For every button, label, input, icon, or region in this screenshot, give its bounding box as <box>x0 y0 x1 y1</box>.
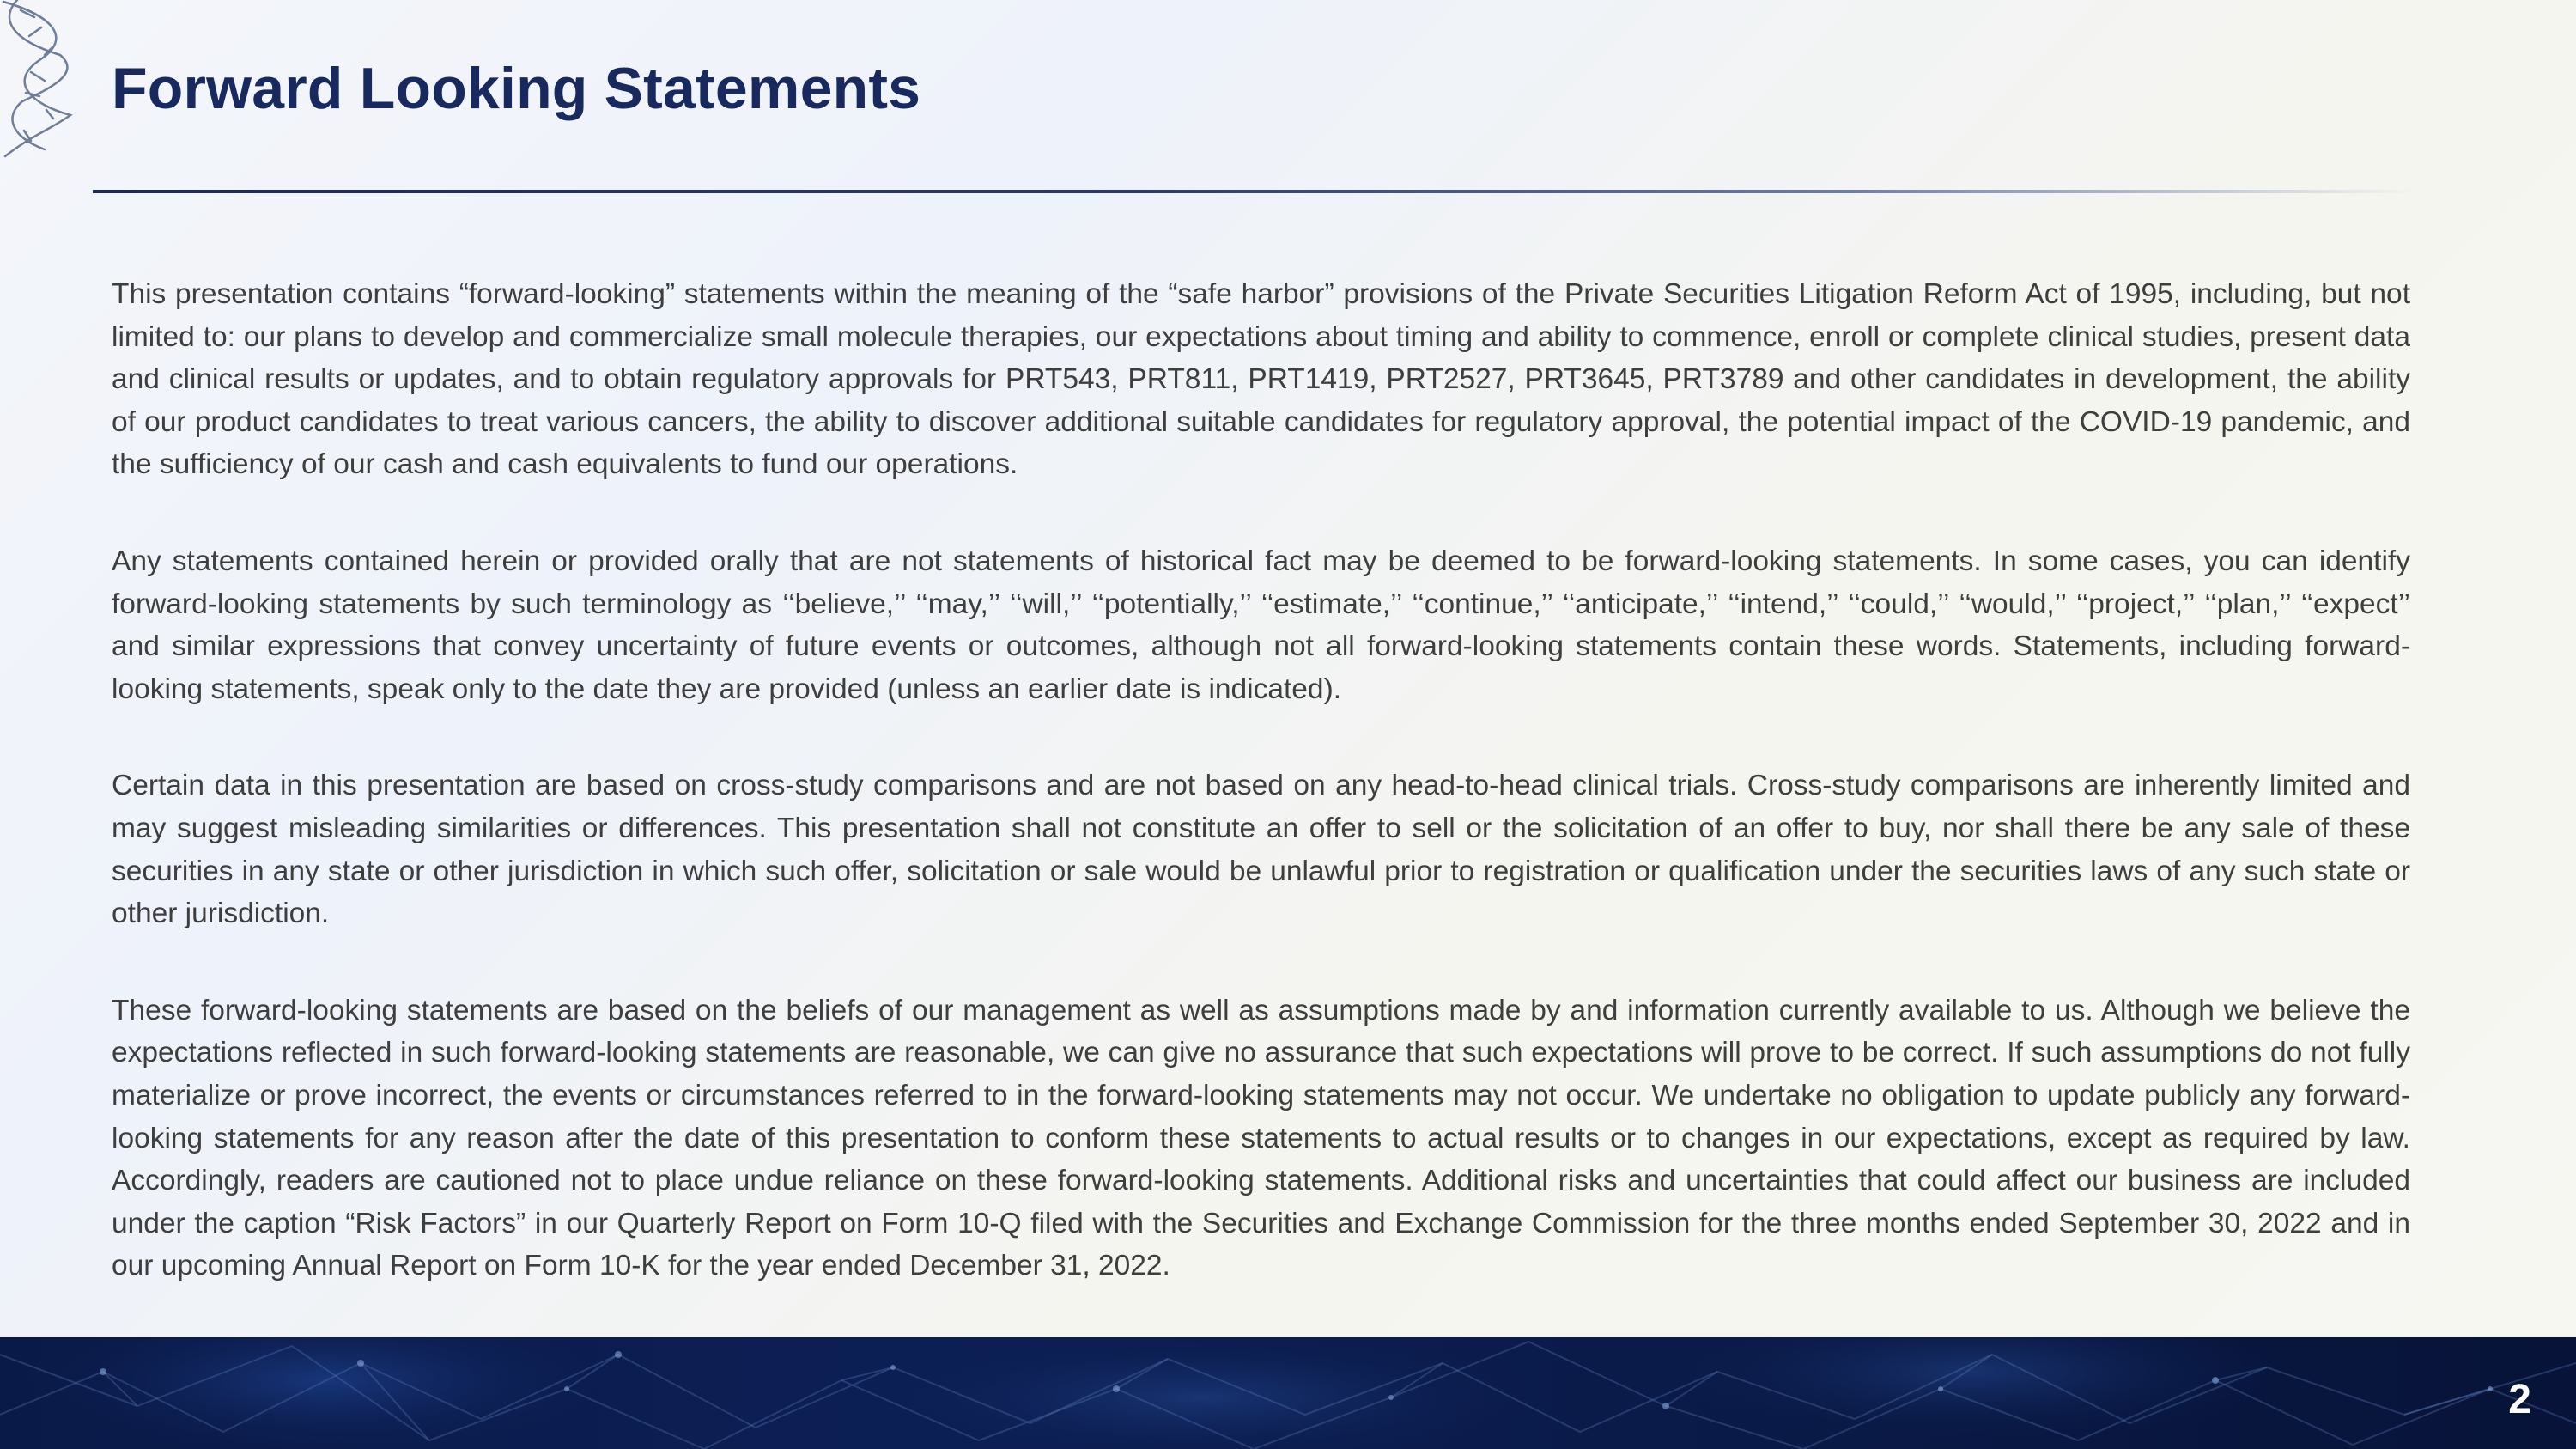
title-divider <box>93 190 2420 193</box>
page-number: 2 <box>2508 1377 2531 1422</box>
paragraph-terminology: Any statements contained herein or provided orally that are not statements of historical fact may be deemed to be forward-looking statements. In some cases, you can identify forward-looking statements by such terminology as ‘‘believe,’’ ‘‘may,’’ ‘‘will,’’ ‘‘potentially,’’ ‘‘estimate,’’ ‘‘continue,’’ ‘‘anticipate,’’ ‘‘intend,’’ ‘‘could,’’ ‘‘would,’’ ‘‘project,’’ ‘‘plan,’’ ‘‘expect’’ and similar expressions that convey uncertainty of future events or outcomes, although not all forward-looking statements contain these words. Statements, including forward-looking statements, speak only to the date they are provided (unless an earlier date is indicated). <box>112 545 2410 705</box>
network-mesh-background <box>0 1337 2576 1449</box>
footer-band <box>0 1337 2576 1449</box>
paragraph-cross-study: Certain data in this presentation are based on cross-study comparisons and are not based on any head-to-head clinical trials. Cross-study comparisons are inherently limited and may suggest misleading similarities or differences. This presentation shall not constitute an offer to sell or the solicitation of an offer to buy, nor shall there be any sale of these securities in any state or other jurisdiction in which such offer, solicitation or sale would be unlawful prior to registration or qualification under the securities laws of any such state or other jurisdiction. <box>112 770 2410 930</box>
dna-helix-icon <box>0 0 86 163</box>
paragraph-beliefs: These forward-looking statements are based on the beliefs of our management as well as assumptions made by and information currently available to us. Although we believe the expectations reflected in such forward-looking statements are reasonable, we can give no assurance that such expectations will prove to be correct. If such assumptions do not fully materialize or prove incorrect, the events or circumstances referred to in the forward-looking statements may not occur. We undertake no obligation to update publicly any forward-looking statements for any reason after the date of this presentation to conform these statements to actual results or to changes in our expectations, except as required by law. Accordingly, readers are cautioned not to place undue reliance on these forward-looking statements. Additional risks and uncertainties that could affect our business are included under the caption “Risk Factors” in our Quarterly Report on Form 10-Q filed with the Securities and Exchange Commission for the three months ended September 30, 2022 and in our upcoming Annual Report on Form 10-K for the year ended December 31, 2022. <box>112 994 2410 1282</box>
paragraph-safe-harbor: This presentation contains “forward-looking” statements within the meaning of the “safe harbor” provisions of the Private Securities Litigation Reform Act of 1995, including, but not limited to: our plans to develop and commercialize small molecule therapies, our expectations about timing and ability to commence, enroll or complete clinical studies, present data and clinical results or updates, and to obtain regulatory approvals for PRT543, PRT811, PRT1419, PRT2527, PRT3645, PRT3789 and other candidates in development, the ability of our product candidates to treat various cancers, the ability to discover additional suitable candidates for regulatory approval, the potential impact of the COVID-19 pandemic, and the sufficiency of our cash and cash equivalents to fund our operations. <box>112 278 2410 481</box>
disclaimer-body <box>112 273 2410 1342</box>
page-title: Forward Looking Statements <box>112 56 921 121</box>
